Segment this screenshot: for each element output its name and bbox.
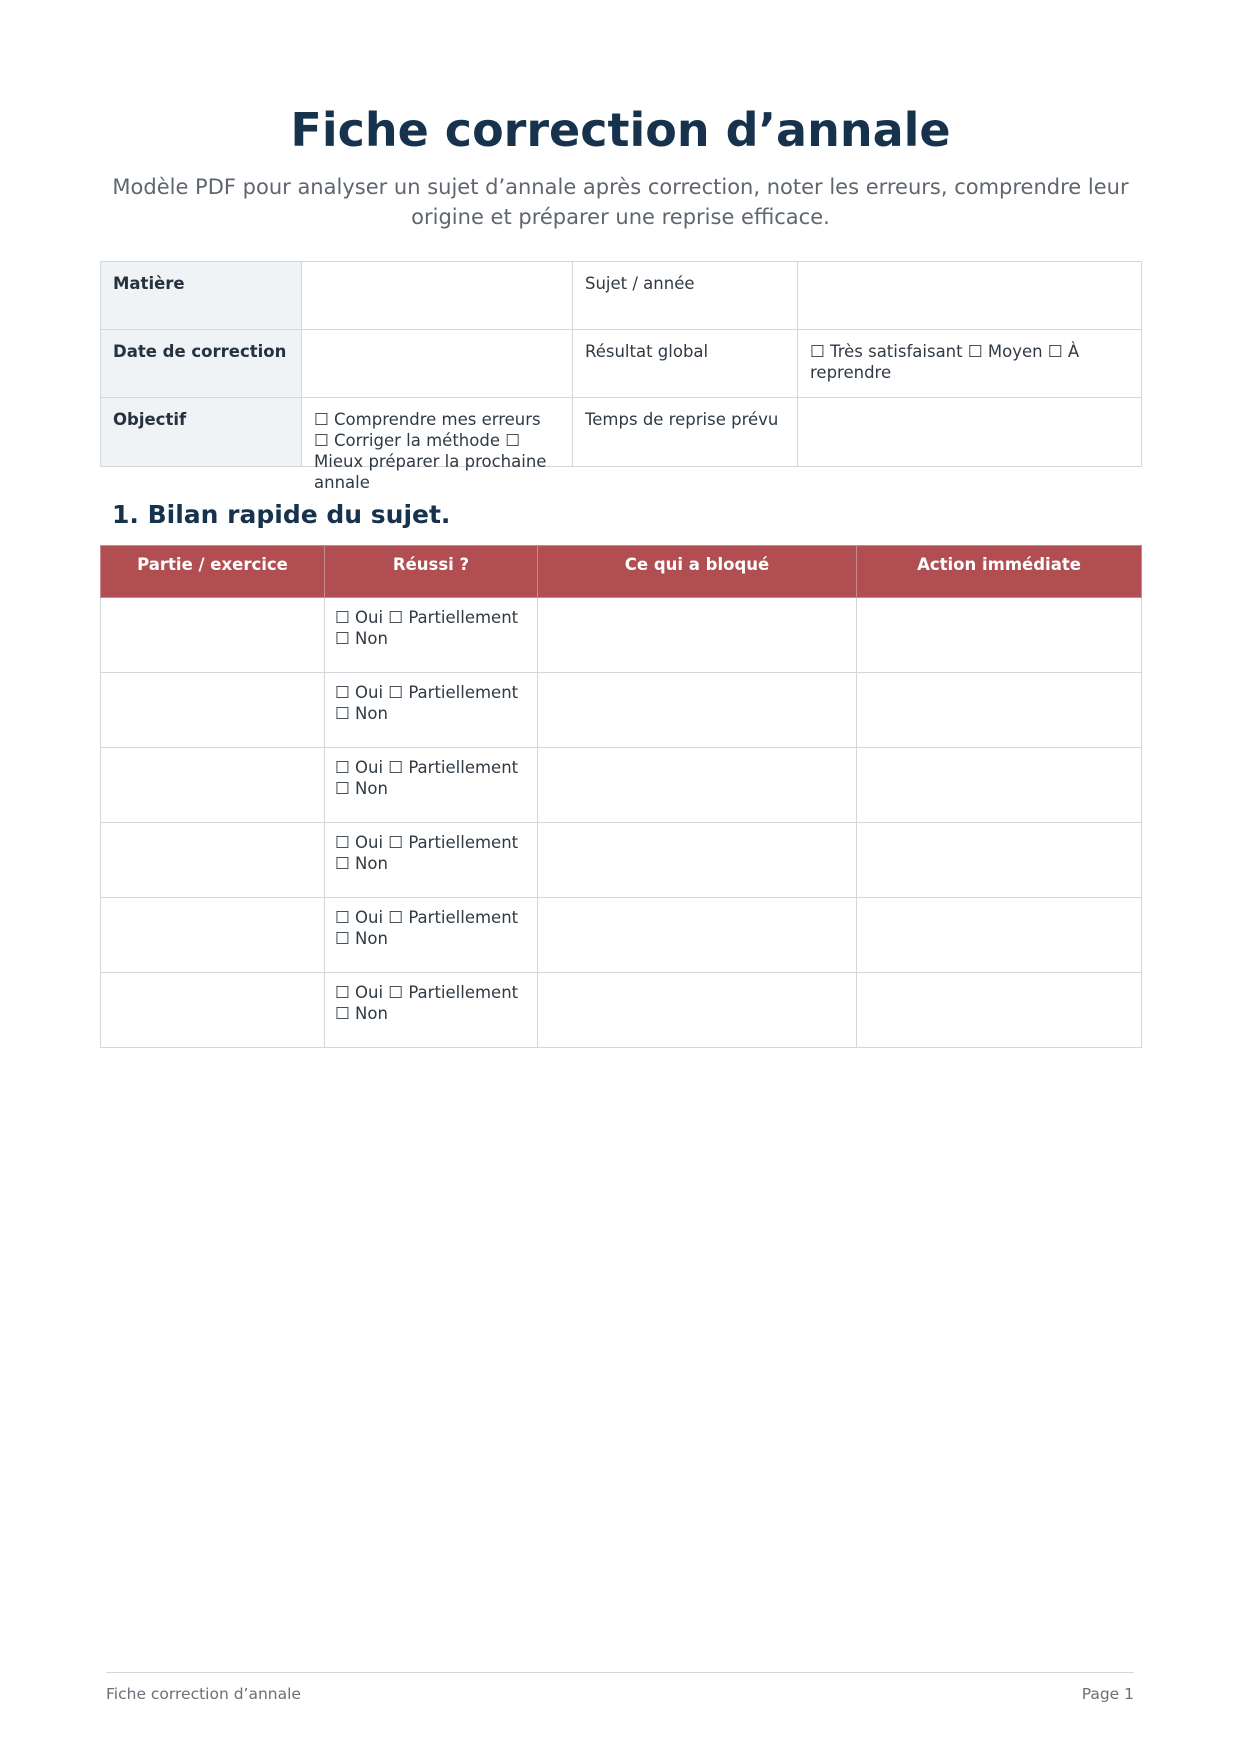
date-label: Date de correction (101, 330, 302, 398)
table-row (101, 823, 1142, 898)
header-partie: Partie / exercice (101, 546, 325, 598)
action-cell[interactable] (857, 673, 1142, 748)
objectif-options[interactable] (302, 398, 573, 492)
partie-cell[interactable] (101, 598, 325, 673)
action-cell[interactable] (857, 748, 1142, 823)
bloque-cell[interactable] (538, 598, 857, 673)
action-cell[interactable] (857, 973, 1142, 1048)
bloque-cell[interactable] (538, 898, 857, 973)
table-row (101, 748, 1142, 823)
table-row (101, 673, 1142, 748)
header-reussi: Réussi ? (325, 546, 538, 598)
page-title: Fiche correction d’annale (290, 103, 951, 157)
section-title-bilan: 1. Bilan rapide du sujet. (112, 500, 451, 529)
table-row (101, 898, 1142, 973)
objectif-options-text: ☐ Comprendre mes erreurs ☐ Corriger la méthode ☐ Mieux préparer la prochaine annale (314, 410, 547, 492)
matiere-label: Matière (101, 262, 302, 330)
sujet-field[interactable] (798, 262, 1142, 330)
partie-cell[interactable] (101, 748, 325, 823)
action-cell[interactable] (857, 598, 1142, 673)
partie-cell[interactable] (101, 973, 325, 1048)
reussi-cell[interactable]: ☐ Oui ☐ Partiellement ☐ Non (325, 673, 538, 748)
meta-row-objectif (101, 398, 1142, 467)
matiere-field[interactable] (302, 262, 573, 330)
reussi-cell[interactable]: ☐ Oui ☐ Partiellement ☐ Non (325, 748, 538, 823)
bilan-header-row (101, 546, 1142, 598)
meta-row-date (101, 330, 1142, 398)
partie-cell[interactable] (101, 898, 325, 973)
table-row (101, 973, 1142, 1048)
bloque-cell[interactable] (538, 823, 857, 898)
bloque-cell[interactable] (538, 673, 857, 748)
sujet-label: Sujet / année (573, 262, 798, 330)
date-field[interactable] (302, 330, 573, 398)
header-action: Action immédiate (857, 546, 1142, 598)
footer-divider (106, 1672, 1134, 1673)
page-number: Page 1 (1081, 1685, 1134, 1703)
bloque-cell[interactable] (538, 748, 857, 823)
reussi-cell[interactable]: ☐ Oui ☐ Partiellement ☐ Non (325, 598, 538, 673)
temps-field[interactable] (798, 398, 1142, 467)
reussi-cell[interactable]: ☐ Oui ☐ Partiellement ☐ Non (325, 823, 538, 898)
resultat-options[interactable]: ☐ Très satisfaisant ☐ Moyen ☐ À reprendre (798, 330, 1142, 398)
meta-row-matiere (101, 262, 1142, 330)
page-subtitle: Modèle PDF pour analyser un sujet d’annale après correction, noter les erreurs, comprendre leur origine et préparer une reprise efficace. (112, 175, 1129, 229)
meta-table (100, 261, 1142, 492)
partie-cell[interactable] (101, 823, 325, 898)
reussi-cell[interactable]: ☐ Oui ☐ Partiellement ☐ Non (325, 973, 538, 1048)
header-bloque: Ce qui a bloqué (538, 546, 857, 598)
objectif-label: Objectif (101, 398, 302, 467)
bilan-table (100, 545, 1142, 1048)
action-cell[interactable] (857, 823, 1142, 898)
bloque-cell[interactable] (538, 973, 857, 1048)
temps-label: Temps de reprise prévu (573, 398, 798, 467)
resultat-label: Résultat global (573, 330, 798, 398)
table-row (101, 598, 1142, 673)
footer-title: Fiche correction d’annale (106, 1685, 301, 1703)
reussi-cell[interactable]: ☐ Oui ☐ Partiellement ☐ Non (325, 898, 538, 973)
partie-cell[interactable] (101, 673, 325, 748)
action-cell[interactable] (857, 898, 1142, 973)
